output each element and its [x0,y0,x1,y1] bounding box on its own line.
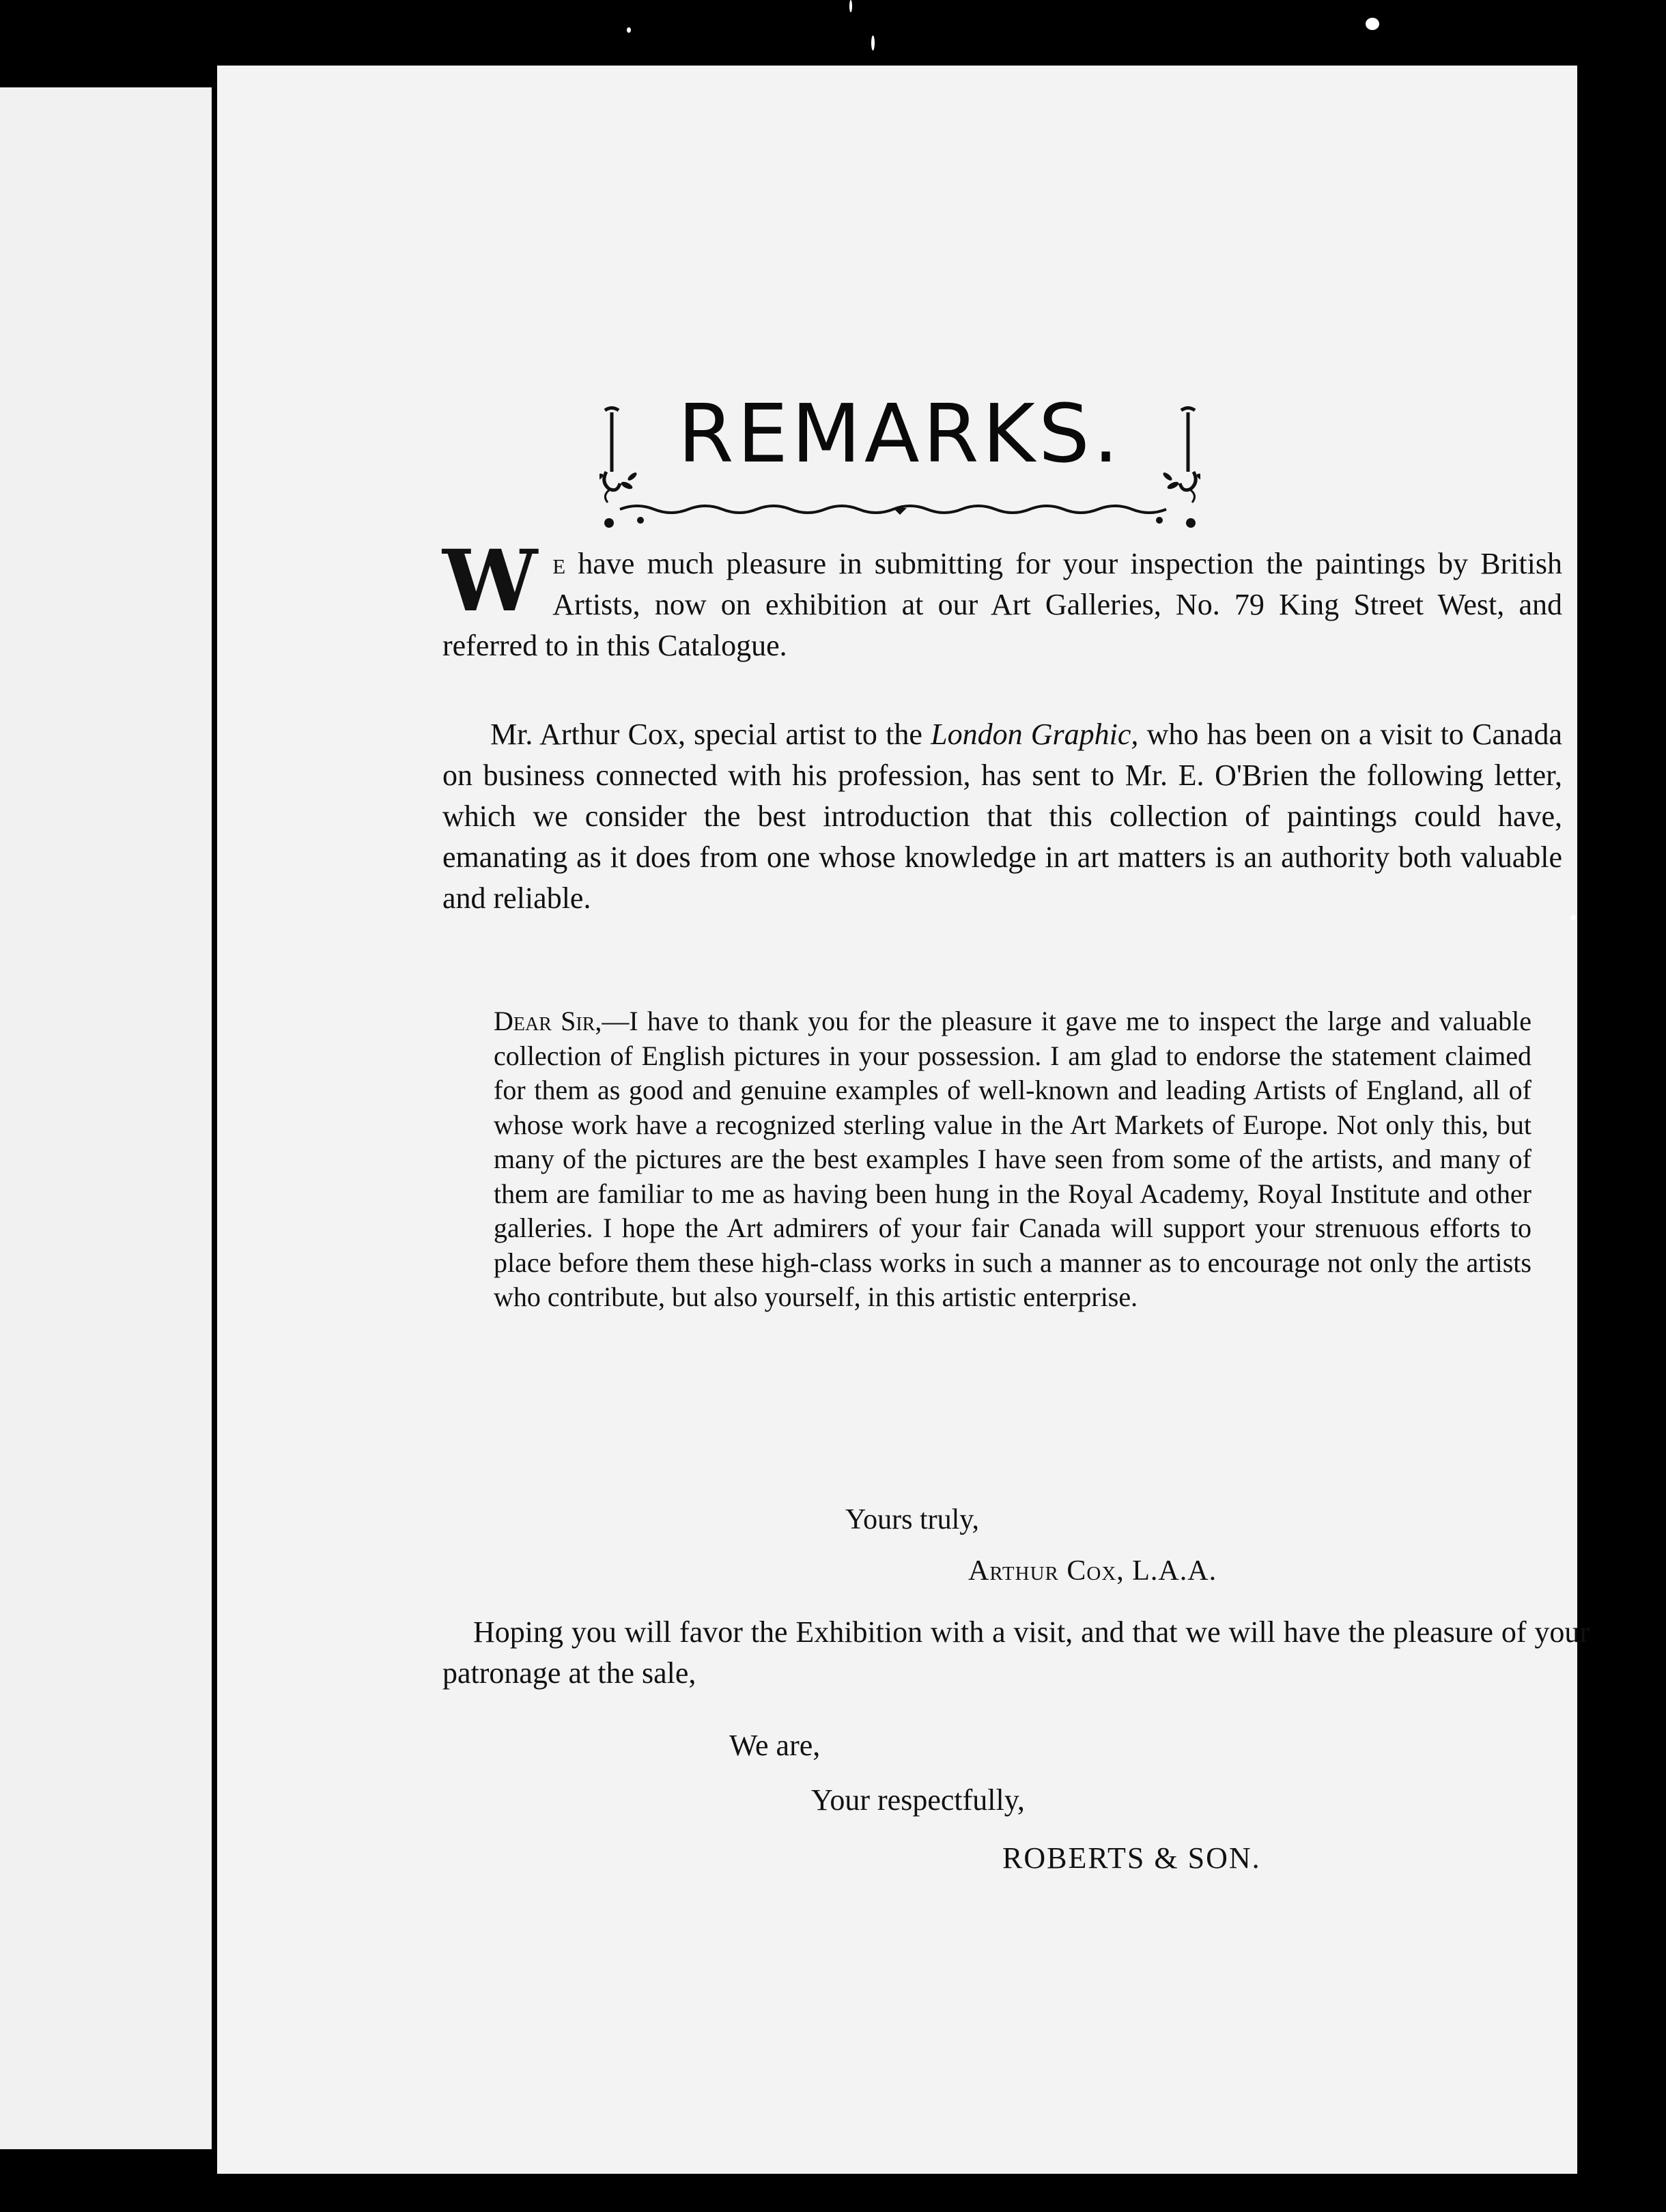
closing-we-are: We are, [729,1729,821,1762]
letter-signature [968,1554,1217,1588]
scan-speck [1366,18,1379,30]
left-page-edge [0,87,212,2149]
drop-cap: W [442,532,538,631]
heading-ornament-block [599,332,1200,537]
introduction-paragraph [442,714,1562,919]
para2-before: Mr. Arthur Cox, special artist to the [490,718,931,751]
intro-small-caps: e [552,547,566,580]
signature-title: L.A.A. [1132,1555,1217,1587]
quoted-letter [494,1004,1531,1315]
scan-speck [1570,915,1576,920]
letter-signoff: Yours truly, [845,1504,980,1535]
letter-salutation: Dear Sir, [494,1006,602,1036]
signature-name: Arthur Cox, [968,1555,1125,1587]
scan-speck [627,27,631,33]
catalogue-page [217,66,1590,2174]
intro-text: have much pleasure in submitting for your inspection the paintings by British Artists, now on exhibition at our Art Galleries, No. 79 King Street West, and referred to in this Catalogue. [442,547,1562,662]
firm-name: ROBERTS & SON. [1002,1841,1261,1875]
closing-paragraph: Hoping you will favor the Exhibition with a visit, and that we will have the pleasure of your patronage at the sale, [442,1615,1590,1690]
para2-after: who has been on a visit to Canada on business connected with his profession, has sent to Mr. E. O'Brien the following letter, which we consider the best introduction that this collection of paintings could have, emanating as it does from one whose knowledge in art matters is an authority both valuable and reliable. [442,718,1562,915]
page-title: REMARKS. [677,386,1123,481]
publication-title: London Graphic, [931,718,1139,751]
intro-paragraph [442,532,1562,666]
scan-speck [849,0,852,12]
closing-respectfully: Your respectfully, [811,1783,1025,1817]
scan-speck [871,36,875,51]
letter-body: —I have to thank you for the pleasure it gave me to inspect the large and valuable collection of English pictures in your possession. I am glad to endorse the statement claimed for them as good and genuine examples of well-known and leading Artists of England, all of whose work have a recognized sterling value in the Art Markets of Europe. Not only this, but many of the pictures are the best examples I have seen from some of the artists, and many of them are familiar to me as having been hung in the Royal Academy, Royal Institute and other galleries. I hope the Art admirers of your fair Canada will support your strenuous efforts to place before them these high-class works in such a manner as to encourage not only the artists who contribute, but also yourself, in this artistic enterprise. [494,1006,1532,1312]
